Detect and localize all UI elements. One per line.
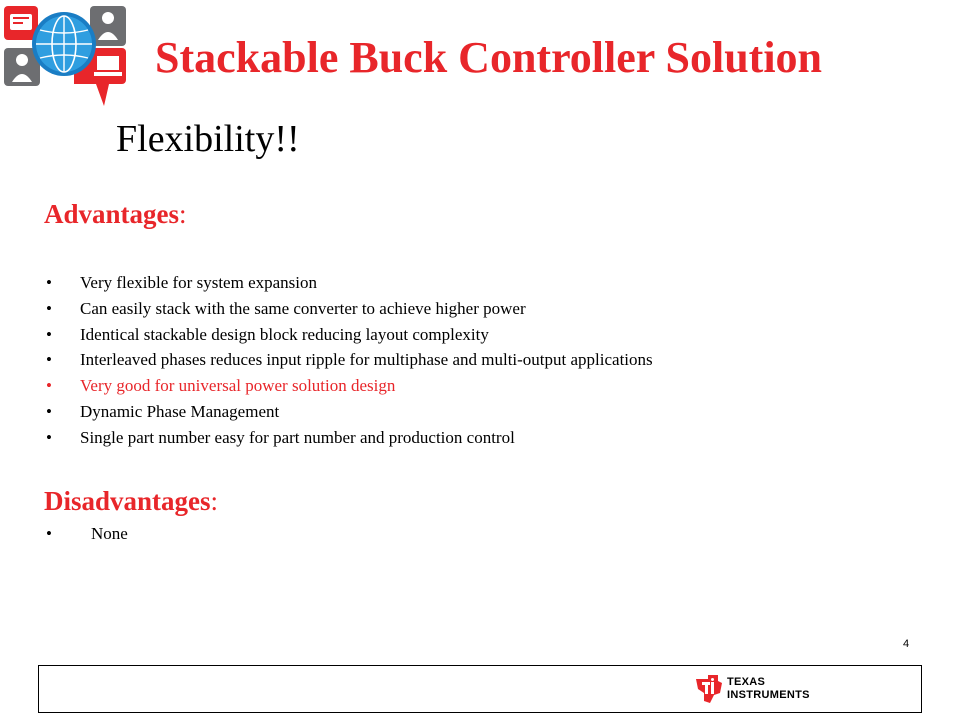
advantage-item [46,425,653,451]
ti-logo-line2: INSTRUMENTS [727,689,810,701]
advantages-heading-text: Advantages [44,199,180,229]
slide-subtitle: Flexibility!! [116,118,300,160]
slide-title: Stackable Buck Controller Solution [155,33,823,82]
disadvantage-item [46,521,128,547]
ti-logo-line1: TEXAS [727,676,766,688]
advantage-item [46,270,653,296]
advantage-item [46,347,653,373]
bullet-icon: • [46,324,52,344]
advantage-item [46,296,653,322]
advantage-text: Single part number easy for part number and production control [80,427,515,447]
bullet-icon: • [46,524,52,543]
bullet-icon: • [46,298,52,318]
bullet-icon: • [46,350,52,370]
advantage-text: Very flexible for system expansion [80,273,317,292]
ti-logo-text [727,676,810,702]
bullet-icon: • [46,401,52,421]
bullet-icon: • [46,427,52,447]
advantage-item [46,322,653,348]
advantage-item [46,373,653,399]
advantage-text: Interleaved phases reduces input ripple for multiphase and multi-output applications [80,350,653,370]
disadvantage-text: None [91,524,128,543]
advantages-list [46,270,653,451]
ti-logo [694,673,820,705]
advantages-heading [44,201,187,228]
network-people-globe-icon [4,6,128,106]
ti-logo-icon [694,673,724,705]
advantage-text: Very good for universal power solution design [80,376,396,396]
advantage-text: Dynamic Phase Management [80,401,280,421]
page-number: 4 [903,638,910,650]
bullet-icon: • [46,376,52,396]
advantage-text: Can easily stack with the same converter to achieve higher power [80,298,526,318]
disadvantages-heading [44,488,218,515]
advantage-item [46,399,653,425]
advantages-heading-colon: : [179,199,187,229]
disadvantages-heading-colon: : [210,486,219,516]
advantage-text: Identical stackable design block reducing layout complexity [80,324,489,344]
disadvantages-heading-text: Disadvantages [44,486,211,516]
disadvantages-list [46,521,128,547]
bullet-icon: • [46,273,52,292]
